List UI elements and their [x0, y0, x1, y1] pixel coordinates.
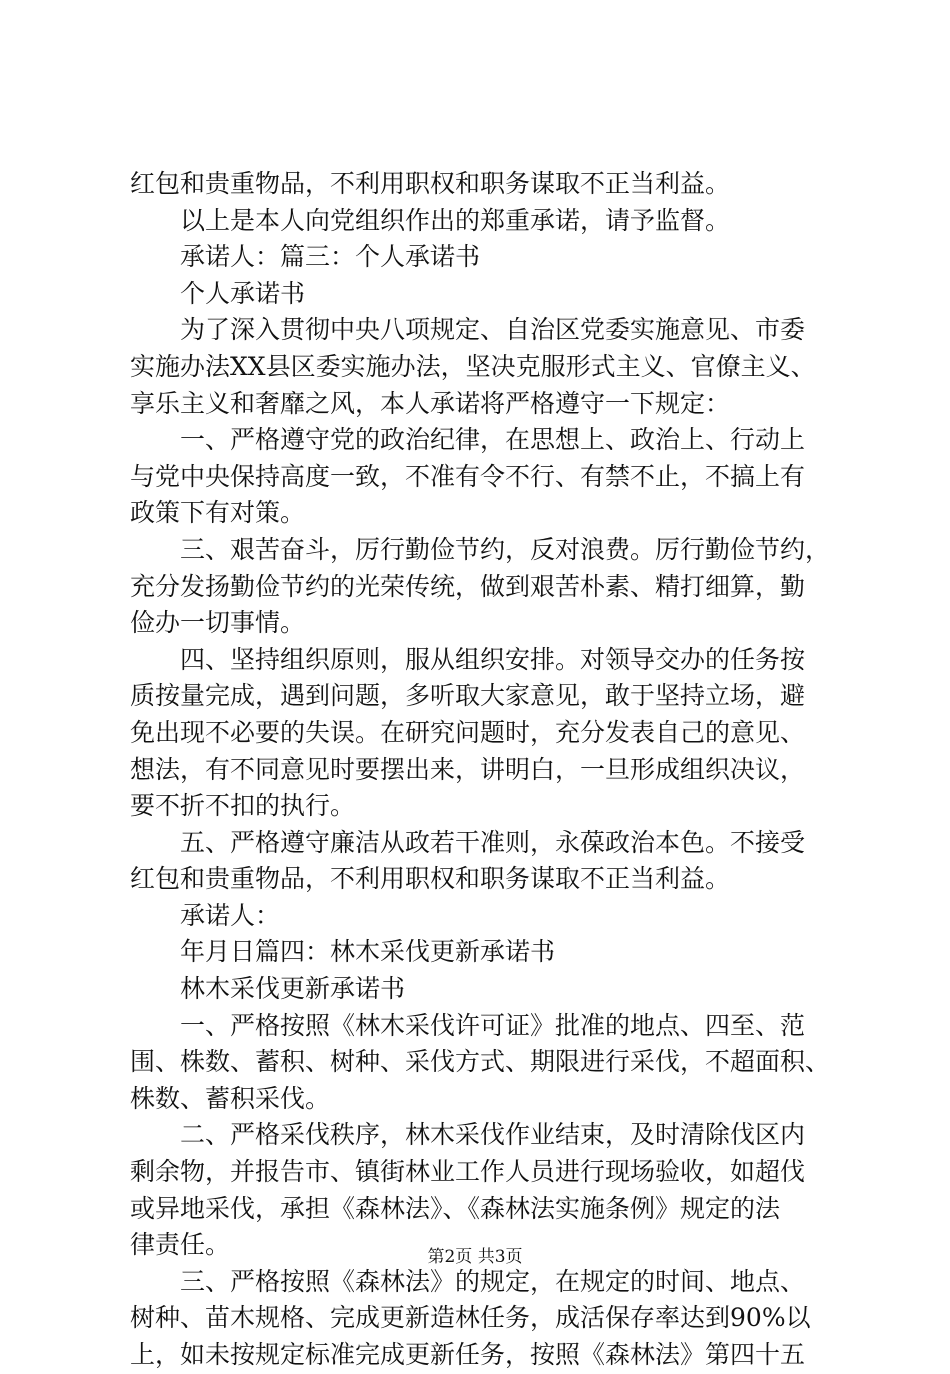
text-line: 一、严格遵守党的政治纪律，在思想上、政治上、行动上 — [180, 425, 806, 455]
text-line: 林木采伐更新承诺书 — [180, 974, 406, 1004]
text-line: 三、艰苦奋斗，厉行勤俭节约，反对浪费。厉行勤俭节约， — [180, 534, 831, 564]
text-line: 承诺人： — [180, 900, 281, 930]
text-line: 享乐主义和奢靡之风，本人承诺将严格遵守一下规定： — [130, 388, 731, 418]
text-line: 承诺人：篇三：个人承诺书 — [180, 242, 481, 272]
text-line: 个人承诺书 — [180, 278, 306, 308]
text-line: 要不折不扣的执行。 — [130, 791, 356, 821]
text-line: 律责任。 — [130, 1230, 231, 1260]
text-line: 实施办法XX县区委实施办法，坚决克服形式主义、官僚主义、 — [130, 351, 816, 381]
text-line: 政策下有对策。 — [130, 498, 306, 528]
text-line: 充分发扬勤俭节约的光荣传统，做到艰苦朴素、精打细算，勤 — [130, 571, 806, 601]
text-line: 剩余物，并报告市、镇街林业工作人员进行现场验收，如超伐 — [130, 1157, 806, 1187]
text-line: 一、严格按照《林木采伐许可证》批准的地点、四至、范 — [180, 1010, 806, 1040]
text-line: 年月日篇四：林木采伐更新承诺书 — [180, 937, 556, 967]
text-line: 三、严格按照《森林法》的规定，在规定的时间、地点、 — [180, 1266, 806, 1296]
text-line: 想法，有不同意见时要摆出来，讲明白，一旦形成组织决议， — [130, 754, 806, 784]
text-line: 五、严格遵守廉洁从政若干准则，永葆政治本色。不接受 — [180, 827, 806, 857]
text-line: 树种、苗木规格、完成更新造林任务，成活保存率达到90%以 — [130, 1303, 811, 1333]
document-body — [130, 166, 830, 1374]
text-line: 上，如未按规定标准完成更新任务，按照《森林法》第四十五 — [130, 1340, 806, 1369]
text-line: 围、株数、蓄积、树种、采伐方式、期限进行采伐，不超面积、 — [130, 1047, 831, 1077]
text-line: 二、严格采伐秩序，林木采伐作业结束，及时清除伐区内 — [180, 1120, 806, 1150]
text-line: 质按量完成，遇到问题，多听取大家意见，敢于坚持立场，避 — [130, 681, 806, 711]
text-line: 四、坚持组织原则，服从组织安排。对领导交办的任务按 — [180, 644, 806, 674]
text-line: 红包和贵重物品，不利用职权和职务谋取不正当利益。 — [130, 864, 731, 894]
page-number-footer: 第2页 共3页 — [427, 1247, 523, 1267]
text-line: 或异地采伐，承担《森林法》、《森林法实施条例》规定的法 — [130, 1193, 781, 1223]
text-line: 与党中央保持高度一致，不准有令不行、有禁不止，不搞上有 — [130, 461, 806, 491]
text-line: 以上是本人向党组织作出的郑重承诺，请予监督。 — [180, 205, 731, 235]
text-line: 俭办一切事情。 — [130, 608, 306, 638]
text-line: 株数、蓄积采伐。 — [130, 1083, 331, 1113]
text-line: 免出现不必要的失误。在研究问题时，充分发表自己的意见、 — [130, 717, 806, 747]
text-line: 红包和贵重物品，不利用职权和职务谋取不正当利益。 — [130, 169, 731, 198]
text-line: 为了深入贯彻中央八项规定、自治区党委实施意见、市委 — [180, 315, 806, 345]
